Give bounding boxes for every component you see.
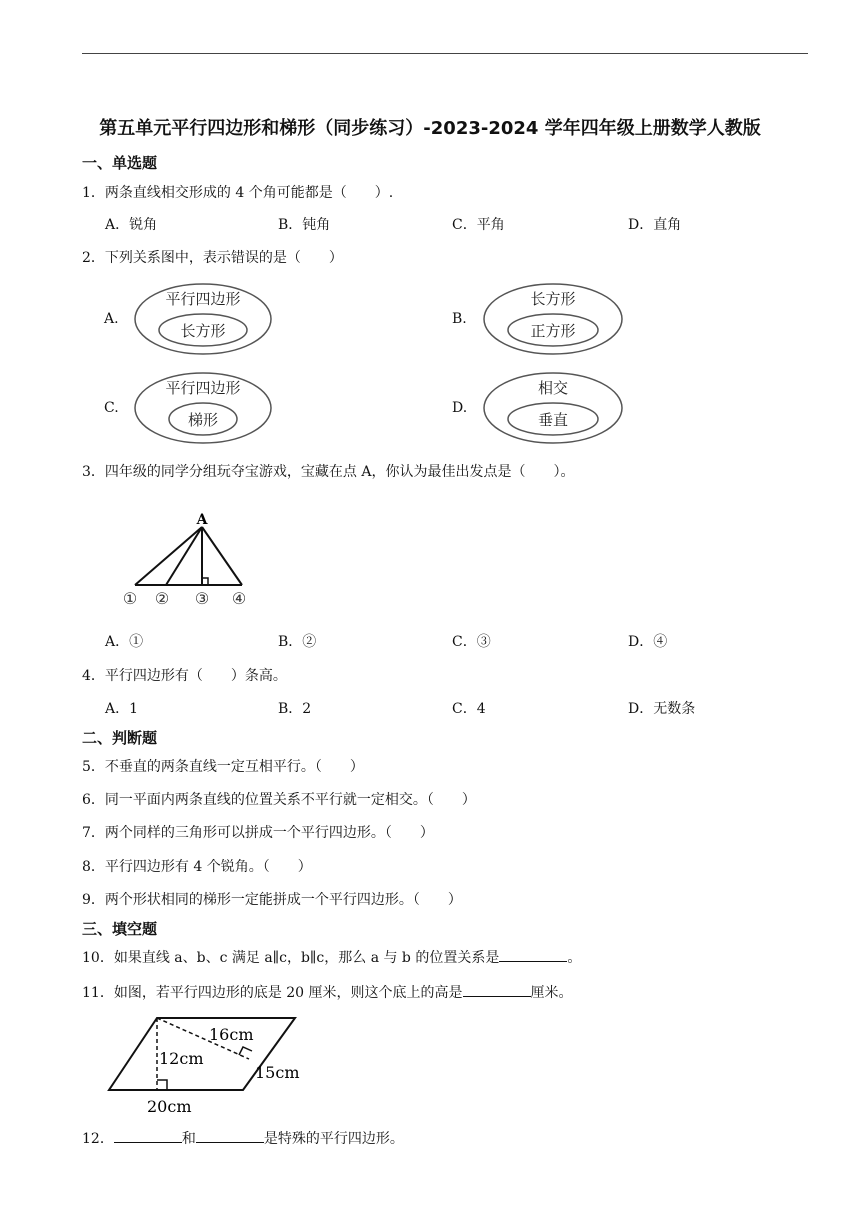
point-2-label: ②	[154, 589, 170, 608]
q3-option-a[interactable]: A．①	[105, 634, 144, 650]
venn-diagram-c	[133, 371, 273, 449]
q1-option-c[interactable]: C．平角	[452, 217, 505, 233]
venn-c-inner-label: 梯形	[187, 411, 219, 429]
q1-option-b[interactable]: B．钝角	[278, 217, 331, 233]
question-6: 6．同一平面内两条直线的位置关系不平行就一定相交。（ ）	[82, 792, 476, 808]
q11-answer-blank[interactable]	[463, 984, 531, 997]
q10-answer-blank[interactable]	[499, 949, 567, 962]
venn-diagram-d	[482, 371, 624, 449]
q12-number: 12．	[82, 1131, 114, 1147]
point-1-label: ①	[122, 589, 138, 608]
question-7: 7．两个同样的三角形可以拼成一个平行四边形。（ ）	[82, 825, 434, 841]
diagonal-length-label: 16cm	[209, 1025, 254, 1044]
q3-option-b[interactable]: B．②	[278, 634, 317, 650]
section-heading-true-false: 二、判断题	[82, 729, 158, 747]
venn-a-inner-label: 长方形	[180, 322, 226, 340]
point-3-label: ③	[194, 589, 210, 608]
q3-option-c[interactable]: C．③	[452, 634, 491, 650]
q4-option-a[interactable]: A．1	[105, 701, 139, 717]
q2-option-a[interactable]: A.	[104, 311, 119, 327]
section-heading-single-choice: 一、单选题	[82, 154, 158, 172]
q11-text: 11．如图，若平行四边形的底是 20 厘米，则这个底上的高是	[82, 985, 463, 1001]
side-length-label: 15cm	[255, 1063, 300, 1082]
q10-tail: 。	[567, 950, 582, 966]
header-rule	[82, 53, 808, 54]
q4-option-d[interactable]: D．无数条	[628, 701, 696, 717]
question-11	[82, 982, 573, 1002]
q12-tail: 是特殊的平行四边形。	[263, 1131, 404, 1147]
venn-d-outer-label: 相交	[537, 379, 569, 397]
question-12	[82, 1128, 404, 1148]
question-3: 3．四年级的同学分组玩夺宝游戏，宝藏在点 A，你认为最佳出发点是（ ）。	[82, 464, 575, 480]
page-title: 第五单元平行四边形和梯形（同步练习）-2023-2024 学年四年级上册数学人教版	[99, 118, 761, 139]
venn-c-outer-label: 平行四边形	[165, 379, 241, 397]
q12-answer-blank-1[interactable]	[114, 1130, 182, 1143]
q1-option-d[interactable]: D．直角	[628, 217, 682, 233]
venn-b-inner-label: 正方形	[530, 322, 576, 340]
q12-answer-blank-2[interactable]	[196, 1130, 264, 1143]
q12-conjunction: 和	[181, 1131, 196, 1147]
venn-a-outer-label: 平行四边形	[165, 290, 241, 308]
q2-option-d[interactable]: D.	[452, 400, 468, 416]
venn-b-outer-label: 长方形	[530, 290, 576, 308]
question-4: 4．平行四边形有（ ）条高。	[82, 668, 287, 684]
height-length-label: 12cm	[159, 1049, 204, 1068]
triangle-apex-label: A	[196, 512, 208, 528]
venn-d-inner-label: 垂直	[537, 411, 569, 429]
question-9: 9．两个形状相同的梯形一定能拼成一个平行四边形。（ ）	[82, 892, 462, 908]
q3-option-d[interactable]: D．④	[628, 634, 668, 650]
q1-option-a[interactable]: A．锐角	[105, 217, 158, 233]
triangle-figure	[115, 508, 265, 614]
q4-option-b[interactable]: B．2	[278, 701, 312, 717]
venn-diagram-a	[133, 282, 273, 360]
question-5: 5．不垂直的两条直线一定互相平行。（ ）	[82, 759, 364, 775]
section-heading-fill-blank: 三、填空题	[82, 920, 158, 938]
venn-diagram-b	[482, 282, 624, 360]
q2-option-b[interactable]: B.	[452, 311, 467, 327]
q10-text: 10．如果直线 a、b、c 满足 a∥c，b∥c，那么 a 与 b 的位置关系是	[82, 950, 500, 966]
base-length-label: 20cm	[147, 1097, 192, 1116]
question-8: 8．平行四边形有 4 个锐角。（ ）	[82, 859, 312, 875]
q4-option-c[interactable]: C．4	[452, 701, 486, 717]
parallelogram-figure	[105, 1012, 315, 1126]
question-2: 2．下列关系图中，表示错误的是（ ）	[82, 250, 343, 266]
q2-option-c[interactable]: C.	[104, 400, 119, 416]
point-4-label: ④	[231, 589, 247, 608]
question-10	[82, 947, 581, 967]
q11-tail: 厘米。	[530, 985, 573, 1001]
question-1: 1．两条直线相交形成的 4 个角可能都是（ ）.	[82, 185, 394, 201]
